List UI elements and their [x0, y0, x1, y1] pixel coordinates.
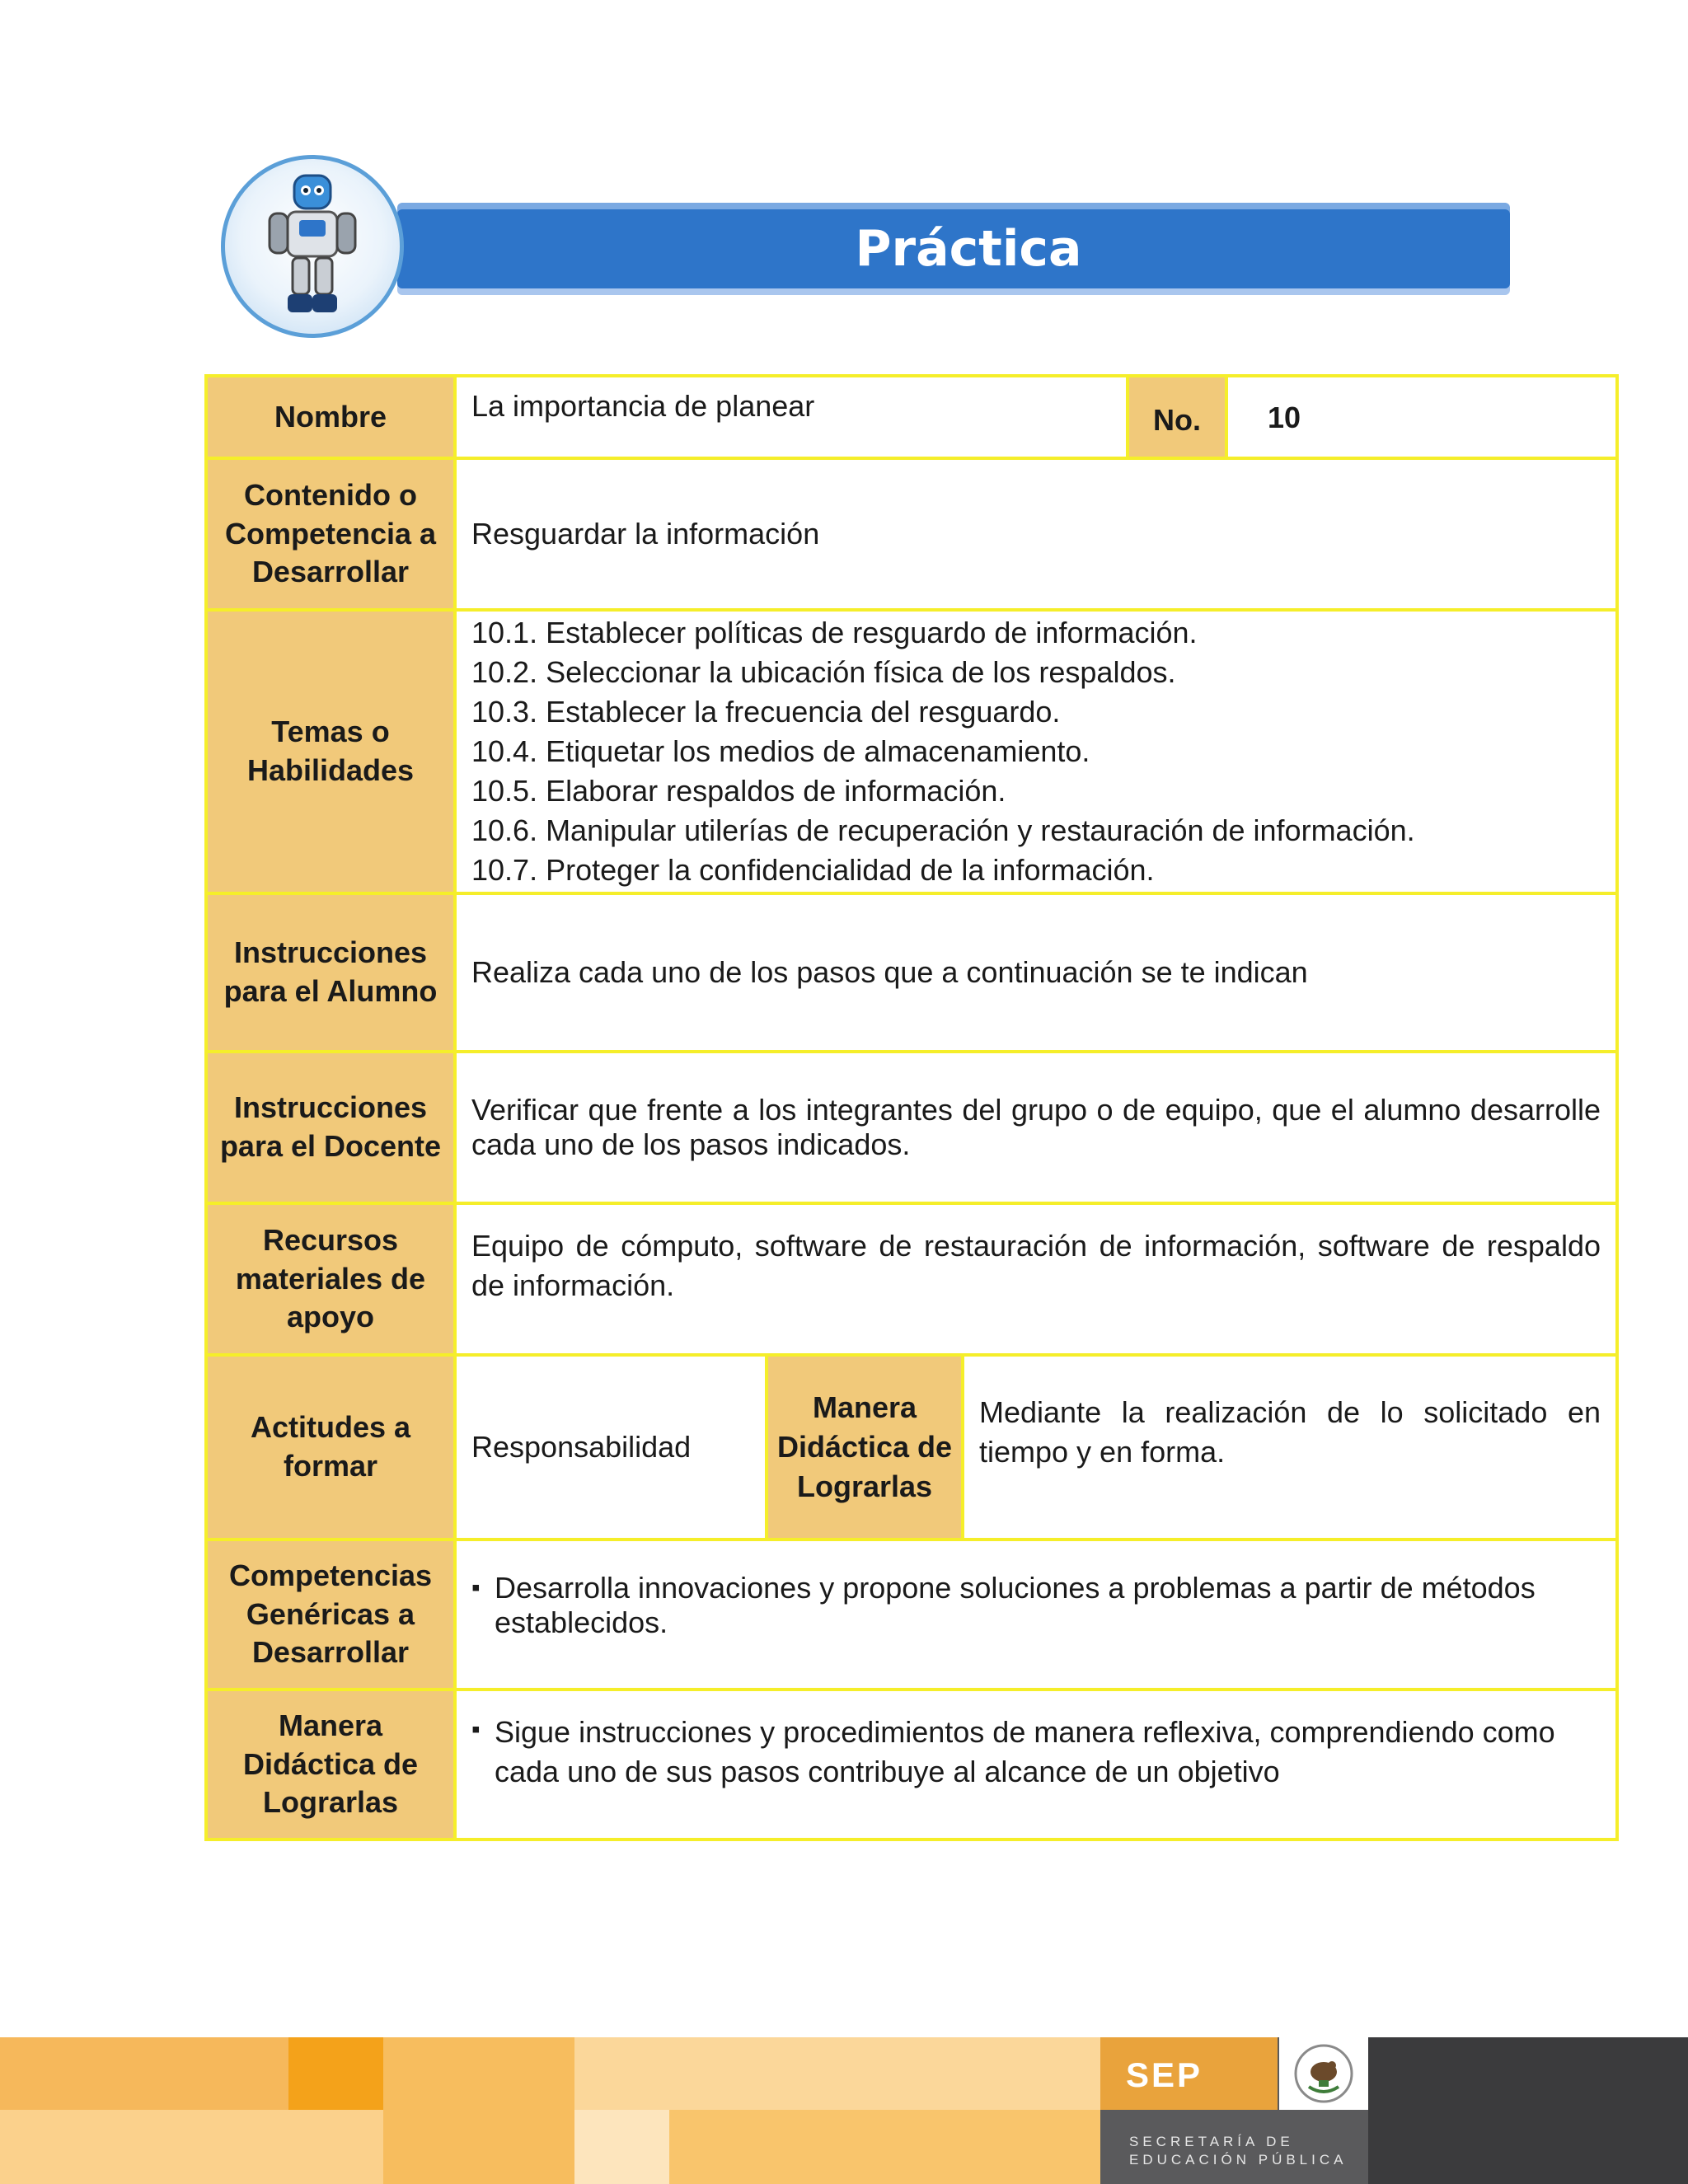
footer-block — [574, 2110, 669, 2184]
instr-alumno-label: Instrucciones para el Alumno — [206, 893, 455, 1052]
actitudes-label: Actitudes a formar — [206, 1355, 455, 1540]
footer-block — [383, 2037, 574, 2184]
practice-table — [204, 374, 1619, 1841]
sep-logo-subtitle — [1129, 2133, 1347, 2169]
bullet-icon: ▪ — [471, 1574, 481, 1601]
no-label: No. — [1128, 376, 1226, 458]
manera-text: Sigue instrucciones y procedimientos de manera reflexiva, comprendiendo como cada uno de sus pasos contribuye al alcance de un objetivo — [495, 1715, 1555, 1788]
tema-item: 10.2. Seleccionar la ubicación física de los respaldos. — [471, 655, 1176, 689]
row-manera — [206, 1690, 1617, 1840]
page-title: Práctica — [855, 220, 1082, 278]
footer-block — [1368, 2037, 1688, 2184]
manera-inner-label: Manera Didáctica de Lograrlas — [767, 1355, 963, 1540]
row-nombre — [206, 376, 1617, 458]
instr-alumno-value: Realiza cada uno de los pasos que a continuación se te indican — [455, 893, 1617, 1052]
manera-label: Manera Didáctica de Lograrlas — [206, 1690, 455, 1840]
recursos-value: Equipo de cómputo, software de restauración de información, software de respaldo de información. — [455, 1203, 1617, 1355]
row-actitudes — [206, 1355, 1617, 1540]
tema-item: 10.7. Proteger la confidencialidad de la información. — [471, 853, 1155, 887]
sep-subtitle-line2: EDUCACIÓN PÚBLICA — [1129, 2152, 1348, 2168]
row-competencias — [206, 1540, 1617, 1690]
footer-block — [0, 2110, 383, 2184]
tema-item: 10.3. Establecer la frecuencia del resguardo. — [471, 695, 1061, 729]
footer-block — [574, 2037, 1100, 2110]
sep-logo-text: SEP — [1126, 2055, 1203, 2094]
row-recursos — [206, 1203, 1617, 1355]
row-instr-docente — [206, 1052, 1617, 1203]
instr-docente-value: Verificar que frente a los integrantes del grupo o de equipo, que el alumno desarrolle cada uno de los pasos indicados. — [455, 1052, 1617, 1203]
competencias-text: Desarrolla innovaciones y propone soluciones a problemas a partir de métodos establecidos. — [495, 1571, 1536, 1639]
temas-list — [471, 613, 1601, 890]
nombre-value: La importancia de planear — [455, 376, 1128, 458]
competencias-value — [455, 1540, 1617, 1690]
footer-block — [288, 2037, 383, 2110]
competencias-label: Competencias Genéricas a Desarrollar — [206, 1540, 455, 1690]
contenido-label: Contenido o Competencia a Desarrollar — [206, 458, 455, 610]
row-contenido — [206, 458, 1617, 610]
recursos-label: Recursos materiales de apoyo — [206, 1203, 455, 1355]
practice-number: 10 — [1226, 376, 1617, 458]
mexican-coat-of-arms-icon — [1279, 2037, 1368, 2110]
manera-value — [455, 1690, 1617, 1840]
temas-value — [455, 610, 1617, 893]
manera-inner-value: Mediante la realización de lo solicitado en tiempo y en forma. — [963, 1355, 1617, 1540]
row-instr-alumno — [206, 893, 1617, 1052]
tema-item: 10.4. Etiquetar los medios de almacenamiento. — [471, 734, 1090, 768]
sep-subtitle-line1: SECRETARÍA DE — [1129, 2134, 1294, 2149]
tema-item: 10.5. Elaborar respaldos de información. — [471, 774, 1006, 808]
footer-block — [669, 2110, 1100, 2184]
instr-docente-label: Instrucciones para el Docente — [206, 1052, 455, 1203]
bullet-icon: ▪ — [471, 1716, 481, 1743]
temas-label: Temas o Habilidades — [206, 610, 455, 893]
contenido-value: Resguardar la información — [455, 458, 1617, 610]
robot-mascot-icon — [221, 155, 404, 338]
actitudes-value: Responsabilidad — [455, 1355, 767, 1540]
footer-block — [0, 2037, 288, 2110]
row-temas — [206, 610, 1617, 893]
tema-item: 10.1. Establecer políticas de resguardo de información. — [471, 616, 1198, 649]
nombre-label: Nombre — [206, 376, 455, 458]
tema-item: 10.6. Manipular utilerías de recuperación y restauración de información. — [471, 813, 1415, 847]
